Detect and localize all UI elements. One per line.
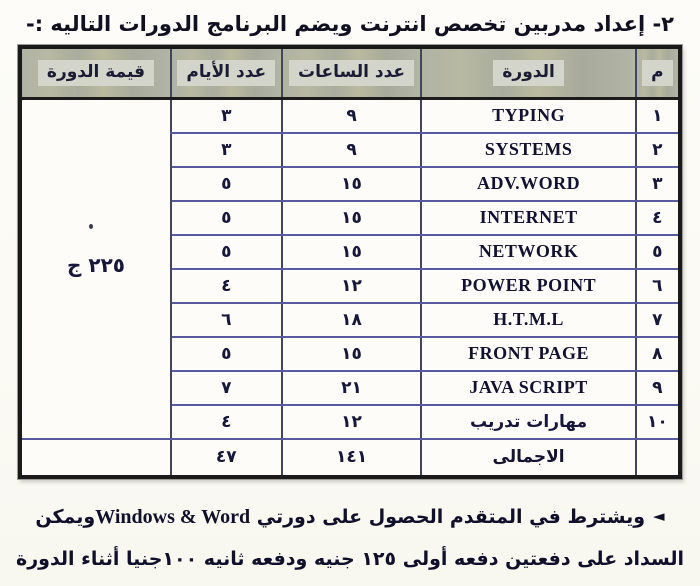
hours-value: ١٢ [282, 269, 422, 303]
footer-line1-arabic-start: ويشترط في المتقدم الحصول على دورتي [256, 505, 646, 528]
course-name: NETWORK [421, 235, 635, 269]
days-value: ٦ [171, 303, 282, 337]
days-value: ٥ [171, 167, 282, 201]
course-name: FRONT PAGE [421, 337, 635, 371]
hours-value: ١٢ [282, 405, 422, 439]
row-index: ١٠ [636, 405, 680, 439]
hours-value: ٩ [282, 133, 422, 167]
header-days: عدد الأيام [171, 47, 282, 99]
hours-value: ١٥ [282, 235, 422, 269]
row-index: ٨ [636, 337, 680, 371]
header-course: الدورة [421, 47, 635, 99]
price-merged-cell [20, 99, 171, 439]
total-index-empty [636, 439, 680, 477]
course-name: SYSTEMS [421, 133, 635, 167]
days-value: ٤ [171, 405, 282, 439]
hours-value: ٩ [282, 99, 422, 133]
footer-line1-latin: Windows & Word [95, 505, 251, 528]
header-hours: عدد الساعات [282, 47, 422, 99]
days-value: ٥ [171, 201, 282, 235]
footer-line-1 [0, 495, 700, 538]
hours-value: ١٥ [282, 167, 422, 201]
row-index: ٦ [636, 269, 680, 303]
total-price-empty [20, 439, 171, 477]
left-pointer-icon: ◄ [653, 506, 665, 525]
course-name: INTERNET [421, 201, 635, 235]
course-name: POWER POINT [421, 269, 635, 303]
row-index: ٧ [636, 303, 680, 337]
hours-value: ١٥ [282, 337, 422, 371]
days-value: ٥ [171, 337, 282, 371]
days-value: ٧ [171, 371, 282, 405]
course-name: TYPING [421, 99, 635, 133]
footer-note [0, 495, 700, 580]
total-hours: ١٤١ [282, 439, 422, 477]
header-index: م [636, 47, 680, 99]
hours-value: ٢١ [282, 371, 422, 405]
days-value: ٥ [171, 235, 282, 269]
hours-value: ١٨ [282, 303, 422, 337]
hours-value: ١٥ [282, 201, 422, 235]
course-name: H.T.M.L [421, 303, 635, 337]
course-name: JAVA SCRIPT [421, 371, 635, 405]
table-header [20, 47, 680, 99]
header-price: قيمة الدورة [20, 47, 171, 99]
days-value: ٣ [171, 133, 282, 167]
days-value: ٣ [171, 99, 282, 133]
total-label: الاجمالى [421, 439, 635, 477]
document-title: ٢- إعداد مدربين تخصص انترنت ويضم البرنامج الدورات التاليه :- [26, 12, 674, 36]
total-row [20, 439, 680, 477]
price-value: ٢٢٥ ج [66, 253, 125, 278]
row-index: ٥ [636, 235, 680, 269]
scan-artifact-dot [89, 224, 93, 229]
courses-table-wrapper [18, 45, 682, 479]
footer-line-2: السداد على دفعتين دفعه أولى ١٢٥ جنيه ودفعه ثانيه ١٠٠جنيا أثناء الدورة [15, 547, 685, 570]
row-index: ٤ [636, 201, 680, 235]
row-index: ٢ [636, 133, 680, 167]
row-index: ٣ [636, 167, 680, 201]
total-days: ٤٧ [171, 439, 282, 477]
row-index: ١ [636, 99, 680, 133]
course-name: ADV.WORD [421, 167, 635, 201]
row-index: ٩ [636, 371, 680, 405]
courses-table [18, 45, 682, 479]
footer-line1-arabic-end: ويمكن [35, 505, 96, 528]
days-value: ٤ [171, 269, 282, 303]
table-row [20, 99, 680, 133]
course-name: مهارات تدريب [421, 405, 635, 439]
